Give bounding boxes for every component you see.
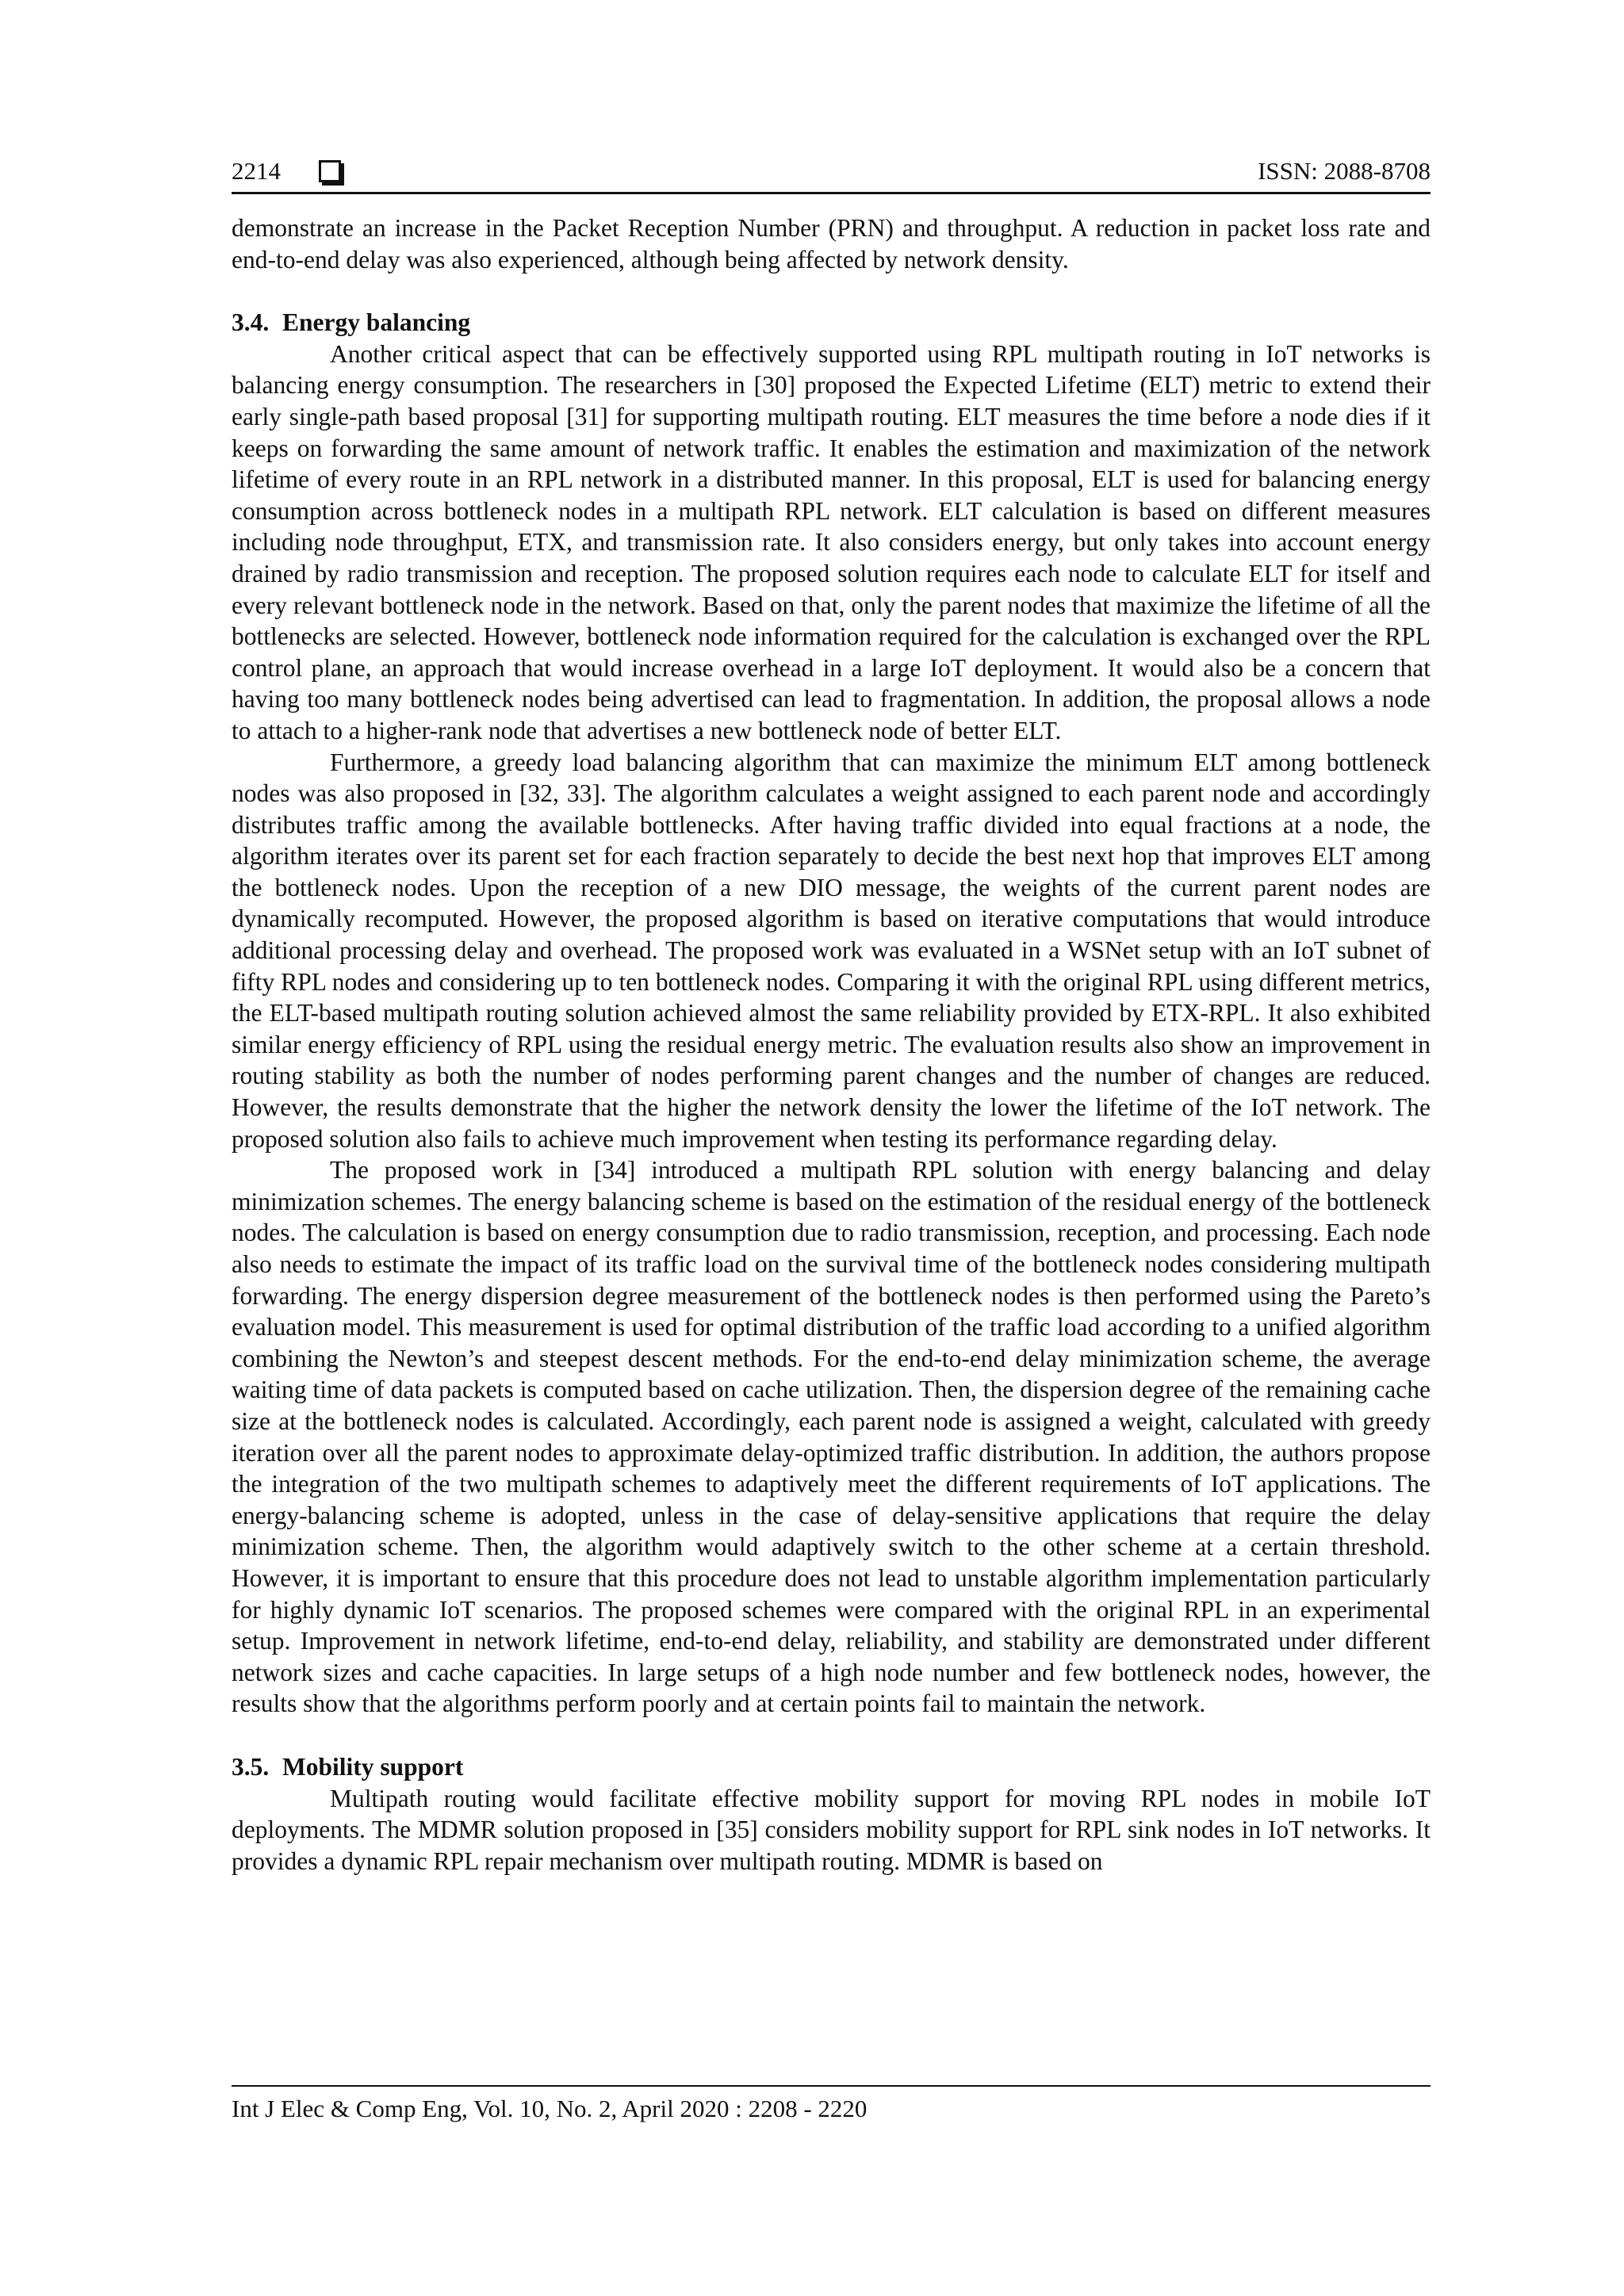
footer-citation: Int J Elec & Comp Eng, Vol. 10, No. 2, April 2020 : 2208 - 2220 (232, 2095, 868, 2122)
intro-paragraph: demonstrate an increase in the Packet Reception Number (PRN) and throughput. A reduction in packet loss rate and end-to-end delay was also experienced, although being affected by network density. (232, 214, 1431, 274)
paragraph: Multipath routing would facilitate effective mobility support for moving RPL nodes in mobile IoT deployments. The MDMR solution proposed in [35] considers mobility support for RPL sink nodes in IoT networks. It provides a dynamic RPL repair mechanism over multipath routing. MDMR is based on (232, 1784, 1431, 1875)
body-text (232, 212, 1431, 1877)
section-title: Mobility support (282, 1752, 464, 1781)
paragraph: Another critical aspect that can be effectively supported using RPL multipath routing in IoT networks is balancing energy consumption. The researchers in [30] proposed the Expected Lifetime (ELT) metric to extend their early single-path based proposal [31] for supporting multipath routing. ELT measures the time before a node dies if it keeps on forwarding the same amount of network traffic. It enables the estimation and maximization of the network lifetime of every route in an RPL network in a distributed manner. In this proposal, ELT is used for balancing energy consumption across bottleneck nodes in a multipath RPL network. ELT calculation is based on different measures including node throughput, ETX, and transmission rate. It also considers energy, but only takes into account energy drained by radio transmission and reception. The proposed solution requires each node to calculate ELT for itself and every relevant bottleneck node in the network. Based on that, only the parent nodes that maximize the lifetime of all the bottlenecks are selected. However, bottleneck node information required for the calculation is exchanged over the RPL control plane, an approach that would increase overhead in a large IoT deployment. It would also be a concern that having too many bottleneck nodes being advertised can lead to fragmentation. In addition, the proposal allows a node to attach to a higher-rank node that advertises a new bottleneck node of better ELT. (232, 339, 1431, 744)
issn-label: ISSN: 2088-8708 (1258, 157, 1431, 185)
section-title: Energy balancing (282, 308, 471, 337)
section-heading-3-4 (232, 307, 1431, 339)
footer-rule (232, 2085, 1431, 2087)
paragraph: Furthermore, a greedy load balancing algorithm that can maximize the minimum ELT among bottleneck nodes was also proposed in [32, 33]. The algorithm calculates a weight assigned to each parent node and accordingly distributes traffic among the available bottlenecks. After having traffic divided into equal fractions at a node, the algorithm iterates over its parent set for each fraction separately to decide the best next hop that improves ELT among the bottleneck nodes. Upon the reception of a new DIO message, the weights of the current parent nodes are dynamically recomputed. However, the proposed algorithm is based on iterative computations that would introduce additional processing delay and overhead. The proposed work was evaluated in a WSNet setup with an IoT subnet of fifty RPL nodes and considering up to ten bottleneck nodes. Comparing it with the original RPL using different metrics, the ELT-based multipath routing solution achieved almost the same reliability provided by ETX-RPL. It also exhibited similar energy efficiency of RPL using the residual energy metric. The evaluation results also show an improvement in routing stability as both the number of nodes performing parent changes and the number of changes are reduced. However, the results demonstrate that the higher the network density the lower the lifetime of the IoT network. The proposed solution also fails to achieve much improvement when testing its performance regarding delay. (232, 748, 1431, 1153)
paragraph: The proposed work in [34] introduced a multipath RPL solution with energy balancing and delay minimization schemes. The energy balancing scheme is based on the estimation of the residual energy of the bottleneck nodes. The calculation is based on energy consumption due to radio transmission, reception, and processing. Each node also needs to estimate the impact of its traffic load on the survival time of the bottleneck nodes considering multipath forwarding. The energy dispersion degree measurement of the bottleneck nodes is then performed using the Pareto’s evaluation model. This measurement is used for optimal distribution of the traffic load according to a unified algorithm combining the Newton’s and steepest descent methods. For the end-to-end delay minimization scheme, the average waiting time of data packets is computed based on cache utilization. Then, the dispersion degree of the remaining cache size at the bottleneck nodes is calculated. Accordingly, each parent node is assigned a weight, calculated with greedy iteration over all the parent nodes to approximate delay-optimized traffic distribution. In addition, the authors propose the integration of the two multipath schemes to adaptively meet the different requirements of IoT applications. The energy-balancing scheme is adopted, unless in the case of delay-sensitive applications that require the delay minimization scheme. Then, the algorithm would adaptively switch to the other scheme at a certain threshold. However, it is important to ensure that this procedure does not lead to unstable algorithm implementation particularly for highly dynamic IoT scenarios. The proposed schemes were compared with the original RPL in an experimental setup. Improvement in network lifetime, end-to-end delay, reliability, and stability are demonstrated under different network sizes and cache capacities. In large setups of a high node number and few bottleneck nodes, however, the results show that the algorithms perform poorly and at certain points fail to maintain the network. (232, 1156, 1431, 1718)
page-number: 2214 (232, 157, 281, 185)
section-number: 3.4. (232, 308, 270, 337)
header-rule (232, 192, 1431, 194)
section-number: 3.5. (232, 1752, 270, 1781)
section-heading-3-5 (232, 1751, 1431, 1783)
checkbox-square-icon (319, 160, 341, 182)
page-header (232, 151, 1431, 192)
